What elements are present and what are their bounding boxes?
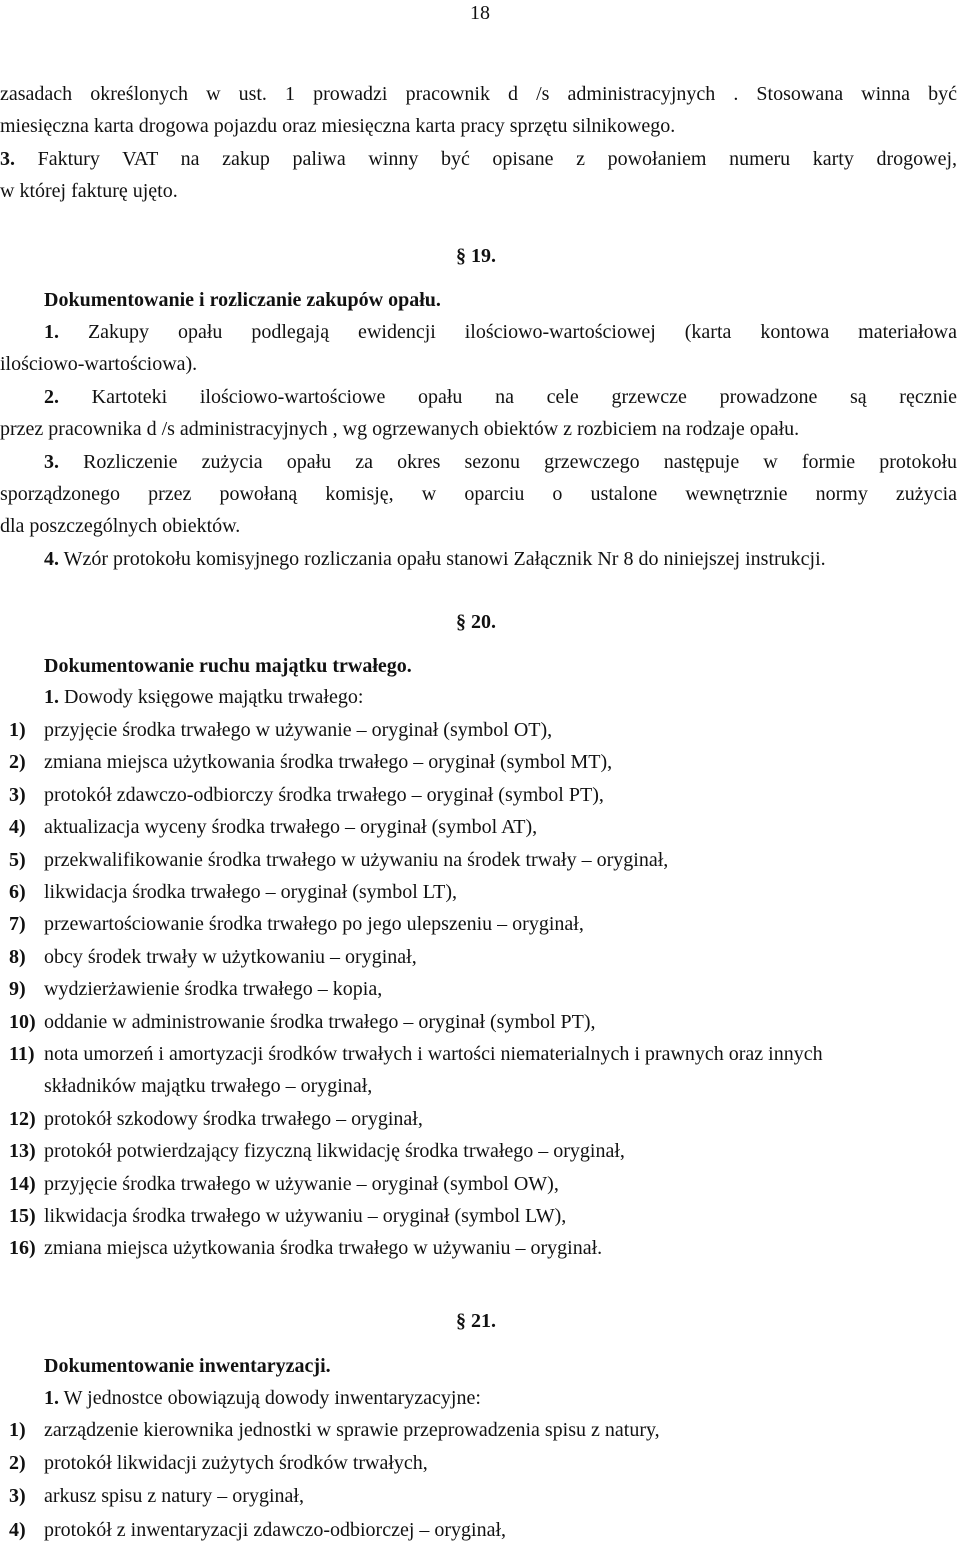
list-item-number: 14) [9,1172,36,1195]
section-19-paragraph-2-line-1: 2. Kartoteki ilościowo-wartościowe opału na cele grzewcze prowadzone są ręcznie [44,386,957,408]
section-20-paragraph-1: 1. Dowody księgowe majątku trwałego: [44,686,364,708]
list-item-text: arkusz spisu z natury – oryginał, [44,1485,304,1508]
section-20-symbol: § 20. [456,611,496,633]
list-item-text: protokół likwidacji zużytych środków trwałych, [44,1452,428,1475]
list-item-number: 4) [9,816,26,839]
list-item-text: likwidacja środka trwałego – oryginał (symbol LT), [44,881,458,903]
section-19-paragraph-3-line-2: sporządzonego przez powołaną komisję, w oparciu o ustalone wewnętrznie normy zużycia [0,483,957,505]
list-item-text: wydzierżawienie środka trwałego – kopia, [44,978,383,1001]
section-19-paragraph-3-line-3: dla poszczególnych obiektów. [0,515,241,537]
list-item-number: 7) [9,913,26,936]
list-item-number: 12) [9,1107,36,1130]
section-19-symbol: § 19. [456,245,496,267]
intro-paragraph-3-line-1: 3. Faktury VAT na zakup paliwa winny być opisane z powołaniem numeru karty drogowej, [0,148,957,170]
section-21-paragraph-1: 1. W jednostce obowiązują dowody inwentaryzacyjne: [44,1387,481,1409]
list-item-text: składników majątku trwałego – oryginał, [44,1075,373,1098]
list-item-number: 2) [9,751,26,774]
list-item-number: 4) [9,1518,26,1541]
list-item-text: obcy środek trwały w użytkowaniu – oryginał, [44,945,417,968]
list-item-text: zarządzenie kierownika jednostki w sprawie przeprowadzenia spisu z natury, [44,1419,660,1441]
section-19-title: Dokumentowanie i rozliczanie zakupów opału. [44,289,441,311]
list-item-text: nota umorzeń i amortyzacji środków trwałych i wartości niematerialnych i prawnych oraz innych [44,1043,823,1065]
list-item-number: 5) [9,848,26,871]
list-item-text: zmiana miejsca użytkowania środka trwałego – oryginał (symbol MT), [44,751,613,774]
list-item-number: 1) [9,719,26,741]
list-item-text: oddanie w administrowanie środka trwałego – oryginał (symbol PT), [44,1010,596,1033]
list-item-number: 16) [9,1237,36,1260]
list-item-number: 10) [9,1010,36,1033]
list-item-text: aktualizacja wyceny środka trwałego – oryginał (symbol AT), [44,816,538,839]
section-19-paragraph-1-line-2: ilościowo-wartościowa). [0,353,198,375]
list-item-number: 3) [9,1485,26,1508]
intro-line-1: zasadach określonych w ust. 1 prowadzi pracownik d /s administracyjnych . Stosowana winna być [0,83,957,105]
list-item-text: przewartościowanie środka trwałego po jego ulepszeniu – oryginał, [44,913,584,936]
list-item-number: 11) [9,1043,35,1065]
list-item-text: protokół z inwentaryzacji zdawczo-odbiorczej – oryginał, [44,1518,507,1541]
list-item-text: przekwalifikowanie środka trwałego w używaniu na środek trwały – oryginał, [44,848,669,871]
section-19-paragraph-2-line-2: przez pracownika d /s administracyjnych , wg ogrzewanych obiektów z rozbiciem na rodzaje opału. [0,418,800,440]
list-item-text: protokół zdawczo-odbiorczy środka trwałego – oryginał (symbol PT), [44,783,604,806]
list-item-number: 13) [9,1140,36,1163]
list-item-number: 9) [9,978,26,1001]
paragraph-number: 3. [0,148,15,170]
list-item-text: zmiana miejsca użytkowania środka trwałego w używaniu – oryginał. [44,1237,603,1260]
list-item-text: przyjęcie środka trwałego w używanie – oryginał (symbol OW), [44,1172,559,1195]
list-item-text: protokół szkodowy środka trwałego – oryginał, [44,1107,423,1130]
intro-paragraph-3-line-2: w której fakturę ujęto. [0,180,178,202]
list-item-text: likwidacja środka trwałego w używaniu – oryginał (symbol LW), [44,1205,567,1227]
list-item-number: 8) [9,945,26,968]
list-item-text: przyjęcie środka trwałego w używanie – oryginał (symbol OT), [44,719,553,741]
section-19-paragraph-3-line-1: 3. Rozliczenie zużycia opału za okres sezonu grzewczego następuje w formie protokołu [44,451,957,473]
list-item-number: 2) [9,1452,26,1475]
list-item-number: 15) [9,1205,36,1227]
list-item-number: 6) [9,881,26,903]
section-19-paragraph-1-line-1: 1. Zakupy opału podlegają ewidencji ilościowo-wartościowej (karta kontowa materiałowa [44,321,957,343]
list-item-number: 3) [9,783,26,806]
section-21-symbol: § 21. [456,1310,496,1332]
list-item-text: protokół potwierdzający fizyczną likwidację środka trwałego – oryginał, [44,1140,625,1163]
list-item-number: 1) [9,1419,26,1441]
page-number: 18 [470,2,490,24]
section-19-paragraph-4: 4. Wzór protokołu komisyjnego rozliczania opału stanowi Załącznik Nr 8 do niniejszej instrukcji. [44,548,826,570]
intro-line-2: miesięczna karta drogowa pojazdu oraz miesięczna karta pracy sprzętu silnikowego. [0,115,676,137]
section-20-title: Dokumentowanie ruchu majątku trwałego. [44,655,412,677]
section-21-title: Dokumentowanie inwentaryzacji. [44,1355,331,1377]
